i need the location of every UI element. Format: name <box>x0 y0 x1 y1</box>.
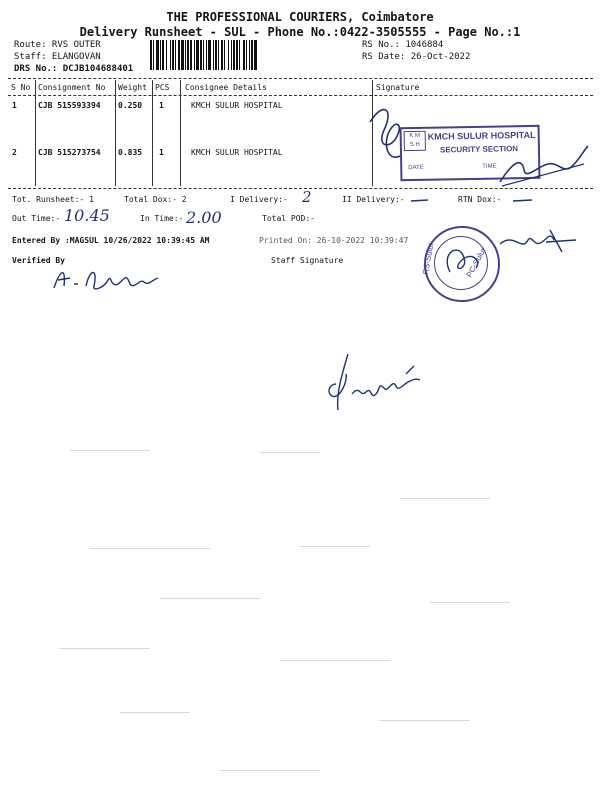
security-stamp-title: KMCH SULUR HOSPITAL <box>427 129 536 142</box>
total-dox: Total Dox:- 2 <box>124 195 187 204</box>
scan-artifact <box>400 498 490 499</box>
row2-sno: 2 <box>12 148 17 157</box>
i-delivery-label: I Delivery:- <box>230 195 288 204</box>
barcode <box>150 40 355 70</box>
scan-artifact <box>430 602 510 603</box>
col-divider <box>115 80 116 186</box>
scan-artifact <box>120 712 190 713</box>
staff-label: Staff: ELANGOVAN <box>14 52 101 62</box>
page-signature <box>318 344 428 420</box>
rtn-dox-dash <box>512 198 534 204</box>
staff-signature <box>430 222 580 282</box>
scan-artifact <box>70 450 150 451</box>
rtn-dox-label: RTN Dox:- <box>458 195 502 204</box>
scan-artifact <box>280 660 390 661</box>
staff-signature-label: Staff Signature <box>271 256 344 265</box>
security-stamp-subtitle: SECURITY SECTION <box>439 144 519 155</box>
stamp-date-label: DATE <box>408 164 424 172</box>
table-header-rule <box>8 95 593 96</box>
in-time-label: In Time:- <box>140 214 184 223</box>
col-divider <box>152 80 153 186</box>
col-header-consignee: Consignee Details <box>185 83 267 92</box>
route-label: Route: RVS OUTER <box>14 40 101 50</box>
row1-consignee: KMCH SULUR HOSPITAL <box>191 101 283 110</box>
scan-artifact <box>260 452 320 453</box>
scan-artifact <box>60 648 150 649</box>
col-header-consignment: Consignment No <box>38 83 106 92</box>
total-pod-label: Total POD:- <box>262 214 315 223</box>
out-time-value: 10.45 <box>64 206 110 225</box>
row2-consignee: KMCH SULUR HOSPITAL <box>191 148 283 157</box>
company-title: THE PROFESSIONAL COURIERS, Coimbatore <box>166 10 434 24</box>
security-stamp: K M S H KMCH SULUR HOSPITAL SECURITY SECTION DATE TIME <box>400 125 541 181</box>
scan-artifact <box>380 720 470 721</box>
ii-delivery-label: II Delivery:- <box>342 195 405 204</box>
verifier-signature <box>48 258 163 296</box>
scan-artifact <box>160 598 260 599</box>
row1-weight: 0.250 <box>118 101 143 110</box>
total-runsheet: Tot. Runsheet:- 1 <box>12 195 94 204</box>
seal-text-left: RS-Sulur <box>420 241 436 276</box>
scan-artifact <box>90 548 210 549</box>
out-time-label: Out Time:- <box>12 214 61 223</box>
entered-by: Entered By :MAGSUL 10/26/2022 10:39:45 AM <box>12 236 210 245</box>
row2-pcs: 1 <box>159 148 164 157</box>
ii-delivery-dash <box>410 198 430 204</box>
col-divider <box>180 80 181 186</box>
rs-number: RS No.: 1046884 <box>362 40 444 50</box>
stamp-time-label: TIME <box>482 163 497 170</box>
col-header-pcs: PCS <box>155 83 170 92</box>
printed-on: Printed On: 26-10-2022 10:39:47 <box>259 236 409 245</box>
row1-sno: 1 <box>12 101 17 110</box>
row1-consignment: CJB 515593394 <box>38 101 101 110</box>
consignee-signature <box>352 100 592 195</box>
row2-consignment: CJB 515273754 <box>38 148 101 157</box>
seal-text-top: PC-Sulur <box>464 246 488 279</box>
rs-date: RS Date: 26-Oct-2022 <box>362 52 471 62</box>
col-header-weight: Weight <box>118 83 147 92</box>
row2-weight: 0.835 <box>118 148 143 157</box>
verified-by-label: Verified By <box>12 256 65 265</box>
row1-pcs: 1 <box>159 101 164 110</box>
runsheet-subtitle: Delivery Runsheet - SUL - Phone No.:0422-3505555 - Page No.:1 <box>79 25 521 39</box>
scan-artifact <box>300 546 370 547</box>
drs-number: DRS No.: DCJB104688401 <box>14 64 134 74</box>
in-time-value: 2.00 <box>186 208 222 227</box>
col-header-sno: S No <box>11 83 31 92</box>
col-divider <box>35 80 36 186</box>
table-top-rule <box>8 78 593 79</box>
col-header-signature: Signature <box>376 83 420 92</box>
i-delivery-value: 2 <box>302 188 312 206</box>
scan-artifact <box>220 770 320 771</box>
